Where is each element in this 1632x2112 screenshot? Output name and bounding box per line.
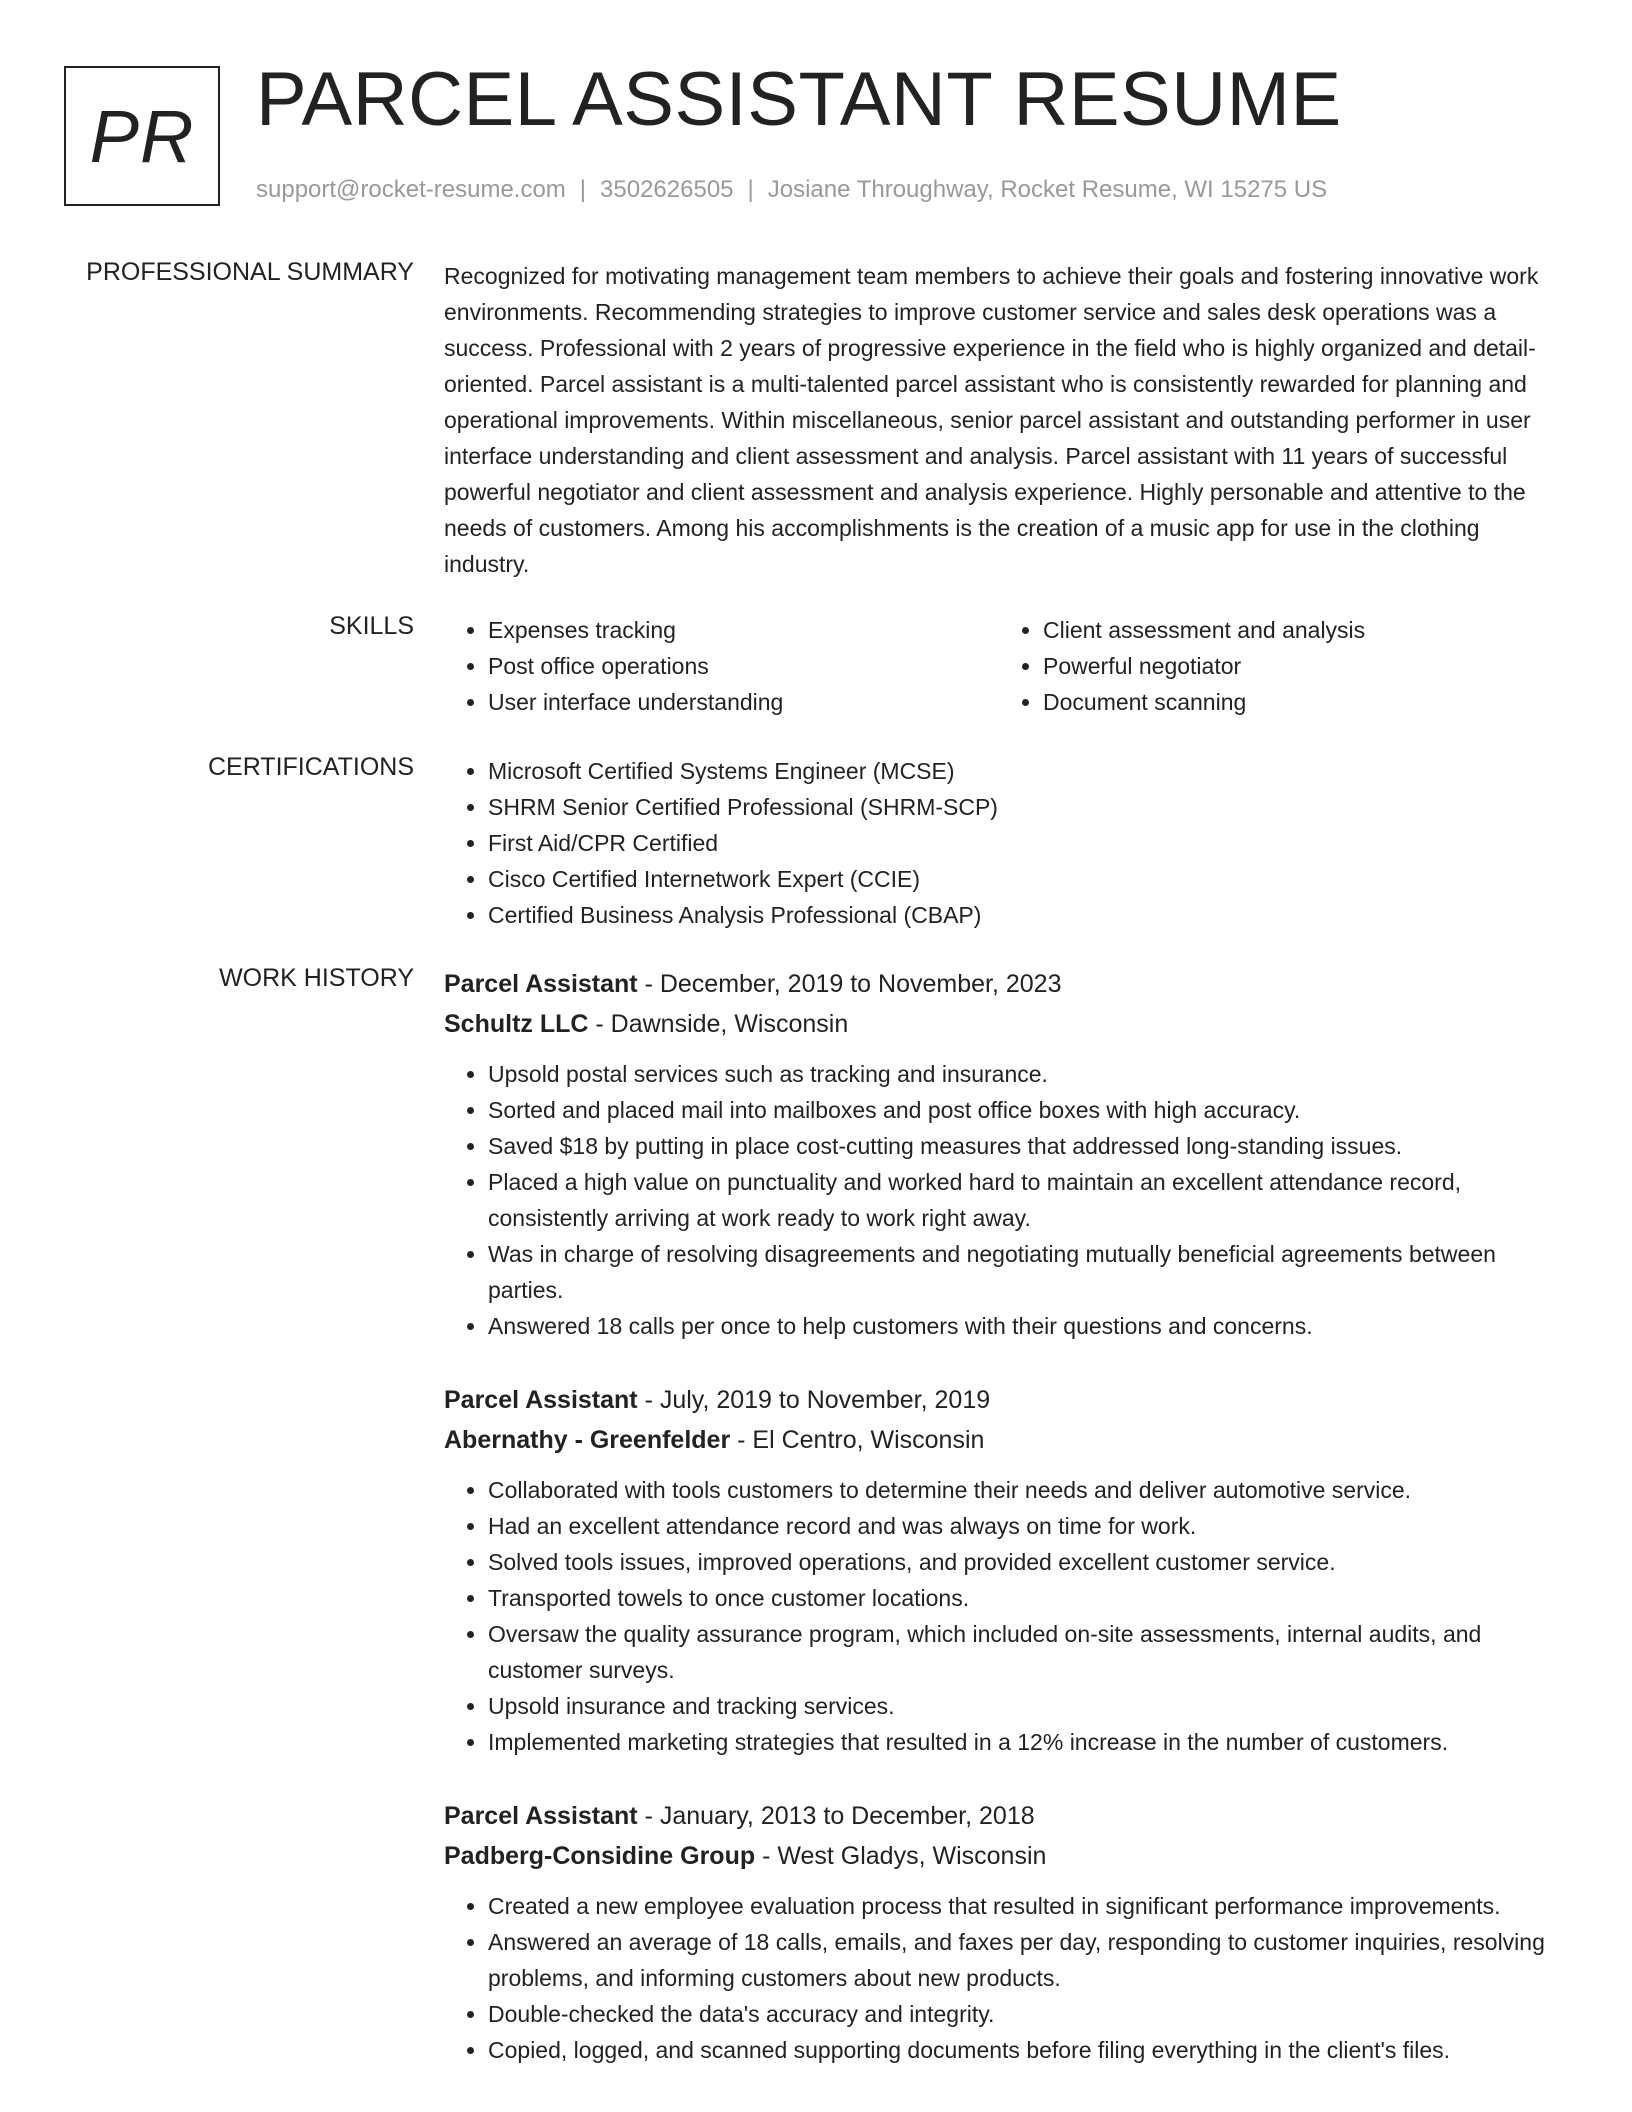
skills-heading: SKILLS (329, 612, 414, 640)
job-location: - Dawnside, Wisconsin (588, 1010, 849, 1038)
certification-item: • First Aid/CPR Certified (488, 825, 1554, 861)
certifications-heading: CERTIFICATIONS (207, 753, 414, 781)
contact-address: Josiane Throughway, Rocket Resume, WI 15275 US (767, 176, 1328, 203)
job-company: Padberg-Considine Group (444, 1842, 756, 1870)
contact-email: support@rocket-resume.com (256, 176, 566, 203)
job-bullet: • Was in charge of resolving disagreements and negotiating mutually beneficial agreements between parties. (488, 1236, 1554, 1308)
certifications-list (444, 753, 1554, 933)
job-bullet: • Saved $18 by putting in place cost-cutting measures that addressed long-standing issues. (488, 1128, 1554, 1164)
skill-item: • Document scanning (1043, 684, 1554, 720)
job-bullet: • Implemented marketing strategies that resulted in a 12% increase in the number of customers. (488, 1724, 1554, 1760)
job-bullet: • Transported towels to once customer locations. (488, 1580, 1554, 1616)
job-dates: - December, 2019 to November, 2023 (637, 970, 1062, 998)
job-bullet: • Upsold postal services such as tracking and insurance. (488, 1056, 1554, 1092)
job-dates: - July, 2019 to November, 2019 (637, 1386, 991, 1414)
skill-item: • Client assessment and analysis (1043, 612, 1554, 648)
skills-list-right (999, 612, 1554, 720)
job-bullet: • Placed a high value on punctuality and worked hard to maintain an excellent attendance record, consistently arriving at work ready to work right away. (488, 1164, 1554, 1236)
job-bullet: • Oversaw the quality assurance program, which included on-site assessments, internal audits, and customer surveys. (488, 1616, 1554, 1688)
skill-item: • User interface understanding (488, 684, 999, 720)
certification-item: • Microsoft Certified Systems Engineer (MCSE) (488, 753, 1554, 789)
job-title-line (444, 1796, 1554, 1836)
resume-title: PARCEL ASSISTANT RESUME (256, 57, 1342, 142)
job-location: - West Gladys, Wisconsin (755, 1842, 1047, 1870)
certification-item: • Certified Business Analysis Professional (CBAP) (488, 897, 1554, 933)
job-company-line (444, 1420, 1554, 1460)
job-bullet: • Answered an average of 18 calls, emails, and faxes per day, responding to customer inquiries, resolving problems, and informing customers about new products. (488, 1924, 1554, 1996)
certification-item: • Cisco Certified Internetwork Expert (CCIE) (488, 861, 1554, 897)
job-bullet: • Created a new employee evaluation process that resulted in significant performance improvements. (488, 1888, 1554, 1924)
monogram-logo: PR (64, 66, 220, 206)
job-title: Parcel Assistant (444, 1802, 638, 1830)
job-bullet: • Answered 18 calls per once to help customers with their questions and concerns. (488, 1308, 1554, 1344)
job-bullet: • Solved tools issues, improved operations, and provided excellent customer service. (488, 1544, 1554, 1580)
job-location: - El Centro, Wisconsin (730, 1426, 985, 1454)
job-title: Parcel Assistant (444, 970, 638, 998)
job-entry (444, 1796, 1554, 2068)
contact-line (256, 176, 1327, 204)
skill-item: • Powerful negotiator (1043, 648, 1554, 684)
skill-item: • Post office operations (488, 648, 999, 684)
job-company: Schultz LLC (444, 1010, 589, 1038)
job-bullets (444, 1472, 1554, 1760)
job-dates: - January, 2013 to December, 2018 (637, 1802, 1035, 1830)
job-company-line (444, 1836, 1554, 1876)
contact-separator: | (747, 176, 754, 203)
job-title-line (444, 964, 1554, 1004)
job-bullet: • Collaborated with tools customers to determine their needs and deliver automotive service. (488, 1472, 1554, 1508)
job-bullet: • Sorted and placed mail into mailboxes and post office boxes with high accuracy. (488, 1092, 1554, 1128)
job-title-line (444, 1380, 1554, 1420)
job-title: Parcel Assistant (444, 1386, 638, 1414)
job-bullet: • Copied, logged, and scanned supporting documents before filing everything in the client's files. (488, 2032, 1554, 2068)
summary-text: Recognized for motivating management team members to achieve their goals and fostering innovative work environments. Recommending strategies to improve customer service and sales desk operations was a success. Professional with 2 years of progressive experience in the field who is highly organized and detail-oriented. Parcel assistant is a multi-talented parcel assistant who is consistently rewarded for planning and operational improvements. Within miscellaneous, senior parcel assistant and outstanding performer in user interface understanding and client assessment and analysis. Parcel assistant with 11 years of successful powerful negotiator and client assessment and analysis experience. Highly personable and attentive to the needs of customers. Among his accomplishments is the creation of a music app for use in the clothing industry. (444, 263, 1539, 577)
job-entry (444, 1380, 1554, 1760)
work-history-heading: WORK HISTORY (219, 964, 414, 992)
job-bullet: • Upsold insurance and tracking services. (488, 1688, 1554, 1724)
job-company-line (444, 1004, 1554, 1044)
job-bullets (444, 1888, 1554, 2068)
skills-list-left (444, 612, 999, 720)
job-company: Abernathy - Greenfelder (444, 1426, 731, 1454)
contact-separator: | (579, 176, 587, 203)
job-entry (444, 964, 1554, 1344)
job-bullets (444, 1056, 1554, 1344)
job-bullet: • Had an excellent attendance record and was always on time for work. (488, 1508, 1554, 1544)
job-bullet: • Double-checked the data's accuracy and integrity. (488, 1996, 1554, 2032)
skill-item: • Expenses tracking (488, 612, 999, 648)
contact-phone: 3502626505 (600, 176, 734, 203)
summary-heading: PROFESSIONAL SUMMARY (86, 258, 414, 286)
certification-item: • SHRM Senior Certified Professional (SHRM-SCP) (488, 789, 1554, 825)
